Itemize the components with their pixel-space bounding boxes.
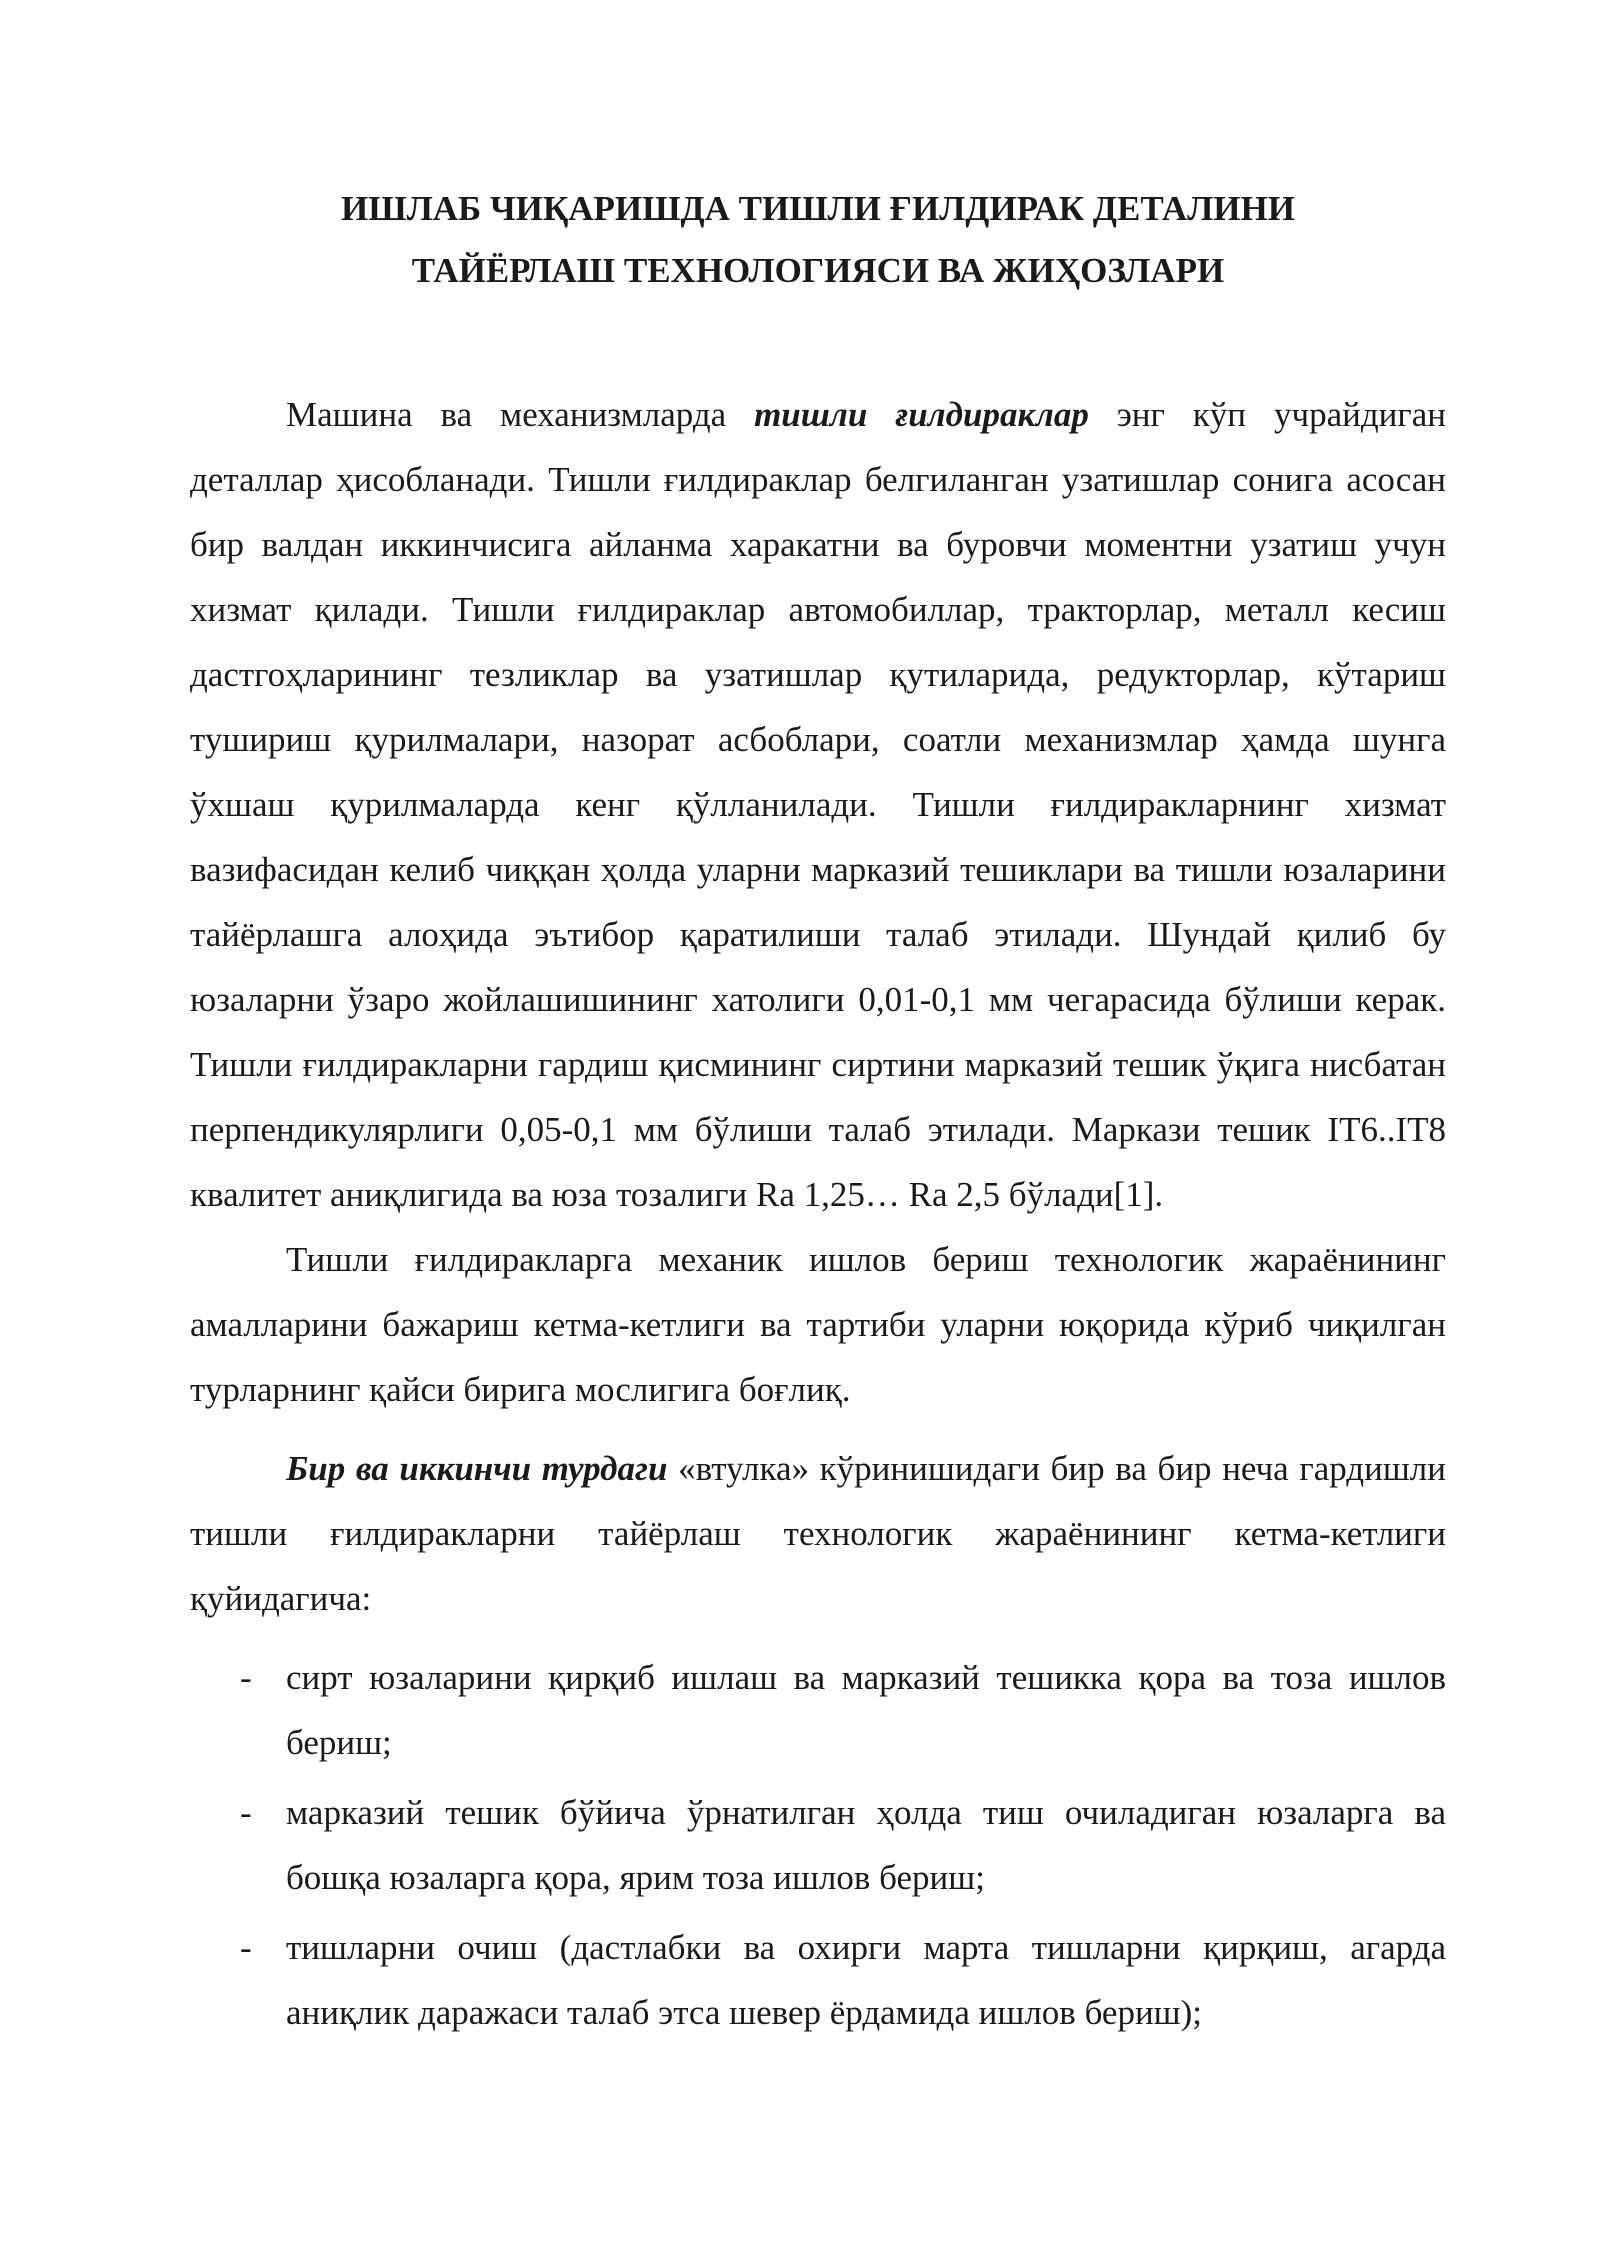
- steps-list: [190, 1645, 1446, 2045]
- paragraph-1: [190, 382, 1446, 1227]
- document-page: [190, 178, 1446, 2050]
- list-marker: -: [240, 1658, 252, 1697]
- list-marker: -: [240, 1928, 252, 1967]
- paragraph-1-emphasis: тишли ғилдираклар: [754, 395, 1089, 434]
- list-marker: -: [240, 1793, 252, 1832]
- list-item: [190, 1645, 1446, 1775]
- list-item: [190, 1780, 1446, 1910]
- list-item-text: сирт юзаларини қирқиб ишлаш ва марказий тешикка қора ва тоза ишлов бериш;: [286, 1658, 1446, 1762]
- paragraph-2: Тишли ғилдиракларга механик ишлов бериш технологик жараёнининг амалларини бажариш кетма-кетлиги ва тартиби уларни юқорида кўриб чиқилган турларнинг қайси бирига мослигига боғлиқ.: [190, 1240, 1446, 1409]
- paragraph-1-body: энг кўп учрайдиган деталлар ҳисобланади. Тишли ғилдираклар белгиланган узатишлар сонига асосан бир валдан иккинчисига айланма харакатни ва буровчи моментни узатиш учун хизмат қилади. Тишли ғилдираклар автомобиллар, тракторлар, металл кесиш дастгоҳларининг тезликлар ва узатишлар қутиларида, редукторлар, кўтариш тушириш қурилмалари, назорат асбоблари, соатли механизмлар ҳамда шунга ўхшаш қурилмаларда кенг қўлланилади. Тишли ғилдиракларнинг хизмат вазифасидан келиб чиққан ҳолда уларни марказий тешиклари ва тишли юзаларини тайёрлашга алоҳида эътибор қаратилиши талаб этилади. Шундай қилиб бу юзаларни ўзаро жойлашишининг хатолиги 0,01-0,1 мм чегарасида бўлиши керак. Тишли ғилдиракларни гардиш қисмининг сиртини марказий тешик ўқига нисбатан перпендикулярлиги 0,05-0,1 мм бўлиши талаб этилади. Маркази тешик IT6..IT8 квалитет аниқлигида ва юза тозалиги Ra 1,25… Ra 2,5 бўлади[1].: [190, 395, 1446, 1214]
- paragraph-3: [190, 1436, 1446, 1631]
- paragraph-3-body: «втулка» кўринишидаги бир ва бир неча гардишли тишли ғилдиракларни тайёрлаш технологик жараёнининг кетма-кетлиги қуйидагича:: [190, 1449, 1446, 1618]
- title-line-1: ИШЛАБ ЧИҚАРИШДА ТИШЛИ ҒИЛДИРАК ДЕТАЛИНИ: [341, 189, 1295, 228]
- list-item-text: марказий тешик бўйича ўрнатилган ҳолда тиш очиладиган юзаларга ва бошқа юзаларга қора, ярим тоза ишлов бериш;: [286, 1793, 1446, 1897]
- list-item-text: тишларни очиш (дастлабки ва охирги марта тишларни қирқиш, агарда аниқлик даражаси талаб этса шевер ёрдамида ишлов бериш);: [286, 1928, 1446, 2032]
- document-title: [190, 178, 1446, 302]
- title-line-2: ТАЙЁРЛАШ ТЕХНОЛОГИЯСИ ВА ЖИҲОЗЛАРИ: [411, 251, 1225, 290]
- list-item: [190, 1915, 1446, 2045]
- paragraph-3-emphasis: Бир ва иккинчи турдаги: [286, 1449, 668, 1488]
- paragraph-1-lead: Машина ва механизмларда: [286, 395, 755, 434]
